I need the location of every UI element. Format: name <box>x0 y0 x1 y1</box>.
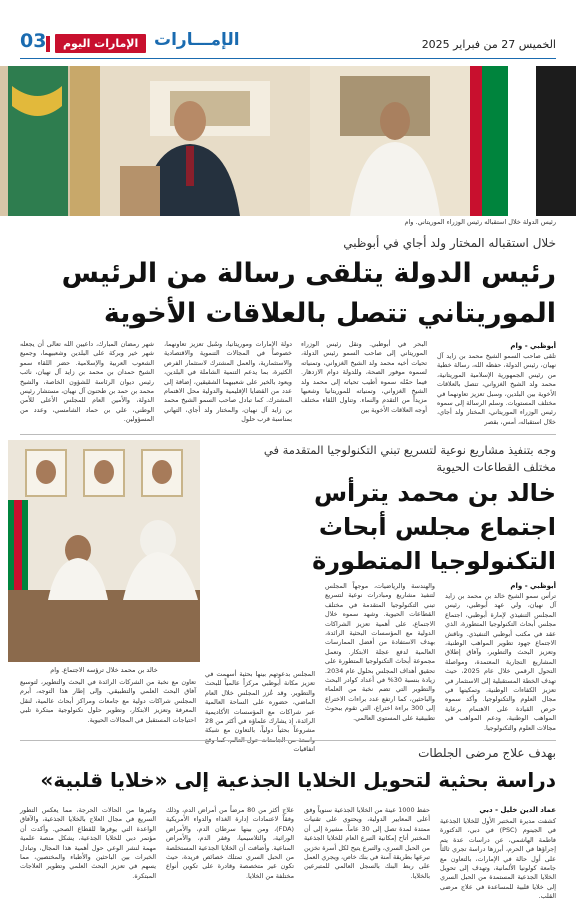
article3-kicker: بهدف علاج مرضى الجلطات <box>418 746 556 760</box>
article2-column-2: والهندسة والرياضيات، موجهاً المجلس لتنفيذ مشاريع ومبادرات نوعية لتسريع تبني التكنولوجيا المتقدمة في مختلف القطاعات الحيوية. وشهد سموه خلال الاجتماع، على أهمية تعزيز الشراكات الدولية مع المؤسسات البحثية الرائدة، بهدف الاستفادة من أفضل الممارسات العالمية لدفع عجلة الابتكار. وتعمل مجموعة أبحاث التكنولوجيا المتطورة على تحقيق أهداف المجلس بحلول عام 2034. زيادة بنسبة 30% في أعداد كوادر البحث والتطوير التي تضم نخبة من العلماء والباحثين، كما ارتفع عدد براءات الاختراع إلى 300 براءة اختراع، التي تقوم ببحوث تطبيقية على المستوى العالمي. <box>325 582 435 722</box>
article3-column-4: وغيرها من الحالات الحرجة، مما يعكس التطور السريع في مجال العلاج بالخلايا الجذعية، والآفاق الواعدة التي يوفرها للقطاع الصحي. وأكدت أن مؤتمر دبي للخلايا الجذعية، يشكل منصة علمية مهمة لنشر الوعي حول أهمية هذا المجال، وتبادل الخبرات بين الباحثين والأطباء والمختصين، مما يسهم في تعزيز البحث العلمي وتطوير العلاجات المبتكرة. <box>20 806 156 880</box>
article1-photo <box>0 66 576 216</box>
article1-headline: رئيس الدولة يتلقى رسالة من الرئيس الموريتاني تتصل بالعلاقات الأخوية <box>61 258 556 329</box>
article3-column-2: حفظ 1000 عينة من الخلايا الجذعية سنوياً وفق أعلى المعايير الدولية، ويحتوي على تقنيات ممتدة لمدة تصل إلى 30 عاماً. مشيرة إلى أن المختبر أتاح إمكانية التبرع العام للخلايا الجذعية من الحبل السري، والتبرع يتيح لكل أسرة تخزين تبرعها بطريقة آمنة في بنك خاص، ويجري العمل على ربط البنك بالسجل العالمي للمتبرعين بالخلايا. <box>304 806 430 880</box>
article2-kicker: وجه بتنفيذ مشاريع نوعية لتسريع تبني التكنولوجيا المتقدمة في مختلف القطاعات الحيوية <box>263 443 556 474</box>
article2-column-1: ترأس سمو الشيخ خالد بن محمد بن زايد آل نهيان، ولي عهد أبوظبي، رئيس المجلس التنفيذي لإمارة أبوظبي، اجتماع مجلس أبحاث التكنولوجيا المتطورة، الذي عقد في مكتب أبوظبي التنفيذي. وناقش الاجتماع جهود تطوير المواهب الوطنية، وتعزيز البحث والتطوير، وآفاق إطلاق المشاريع التجارية المعتمدة، ومواصلة التحول الرقمي خلال عام 2025، حيث تهدف الخطة المستقبلية إلى الاستثمار في تعزيز الكفاءات الوطنية، وتمكينها في مجال العلوم والتكنولوجيا. وأكد سموه حرص القيادة على الاهتمام برعاية المواهب الوطنية، ودعم المواهب في مجالات العلوم والتكنولوجيا. <box>445 592 557 732</box>
page-number: 03 <box>20 30 47 52</box>
article3-column-1: كشفت مديرة المختبر الأول للخلايا الجذعية في الجينوم (PSC) في دبي، الدكتورة فاطمة الهاشمي، عن دراسات عدة يتم إجراؤها في الحرم، أبرزها دراسة تجري ثالثاً على أول حالة في الإمارات، بالتعاون مع جامعة كولونيا الألمانية، وتهدف إلى تحويل الخلايا الجذعية المستمدة من الحبل السري إلى خلايا قلبية للمساعدة في علاج مرضى القلب. <box>440 817 556 901</box>
article3-headline: دراسة بحثية لتحويل الخلايا الجذعية إلى «خلايا قلبية» <box>40 768 556 792</box>
article3-author: عماد الدين خليل - دبي <box>479 806 556 814</box>
section-title: الإمـــارات <box>154 30 240 50</box>
article1-column-1: تلقى صاحب السمو الشيخ محمد بن زايد آل نهيان، رئيس الدولة، حفظه الله، رسالة خطية من رئيس الجمهورية الإسلامية الموريتانية، محمد ولد الشيخ الغزواني، تتصل بالعلاقات الأخوية بين البلدين، وسبل تعزيز تعاونهما في مختلف المستويات. وسلم الرسالة إلى سموه رئيس الوزراء الموريتاني، المختار ولد أجاي، خلال استقباله، أمس، بقصر <box>437 352 556 426</box>
article1-column-4: شهر رمضان المبارك، داعيين الله تعالى أن يجعله شهر خير وبركة على البلدين وشعبيهما، وجميع الشعوب العربية والإسلامية. حضر اللقاء سمو الشيخ حمدان بن محمد بن زايد آل نهيان، نائب رئيس ديوان الرئاسة للشؤون الخاصة، والشيخ محمد بن حمد بن طحنون آل نهيان، مستشار رئيس الدولة، والأمين العام للمجلس الأعلى للأمن الوطني، علي بن حماد الشامسي، وعدد من المسؤولين. <box>20 340 154 424</box>
page-header <box>0 0 576 62</box>
article3-column-3: علاج أكثر من 80 مرضاً من أمراض الدم، وذلك وفقاً لاعتمادات إدارة الغذاء والدواء الأمريكية (FDA)، ومن بينها سرطان الدم، والأمراض الوراثية، والثلاسيميا، وفقر الدم، والأمراض المناعية. وأضافت أن الخلايا الجذعية المستخلصة من الحبل السري تمتلك خصائص فريدة، حيث تكون غير متخصصة وقادرة على تكوين أنواع مختلفة من الخلايا. <box>166 806 295 880</box>
article1-column-3: دولة الإمارات وموريتانيا، وسُبل تعزيز تعاونهما، خصوصاً في المجالات التنموية والاقتصادية والاستثمارية، والعمل المشترك لاستثمار الفرص الكثيرة، بما يدعم التنمية الشاملة في البلدين، ويعود بالخير على شعبيهما الشقيقين، إضافة إلى عدد من القضايا الإقليمية والدولية محل الاهتمام المشترك. كما تبادل صاحب السمو الشيخ محمد بن زايد آل نهيان، والمختار ولد أجاي، التهاني بمناسبة قرب حلول <box>164 340 292 424</box>
header-accent-bar <box>46 36 50 52</box>
header-rule <box>20 58 556 59</box>
article2-photo <box>8 440 200 662</box>
article2-column-4: تعاون مع نخبة من الشركات الرائدة في البحث والتطوير، لتوسيع آفاق البحث العلمي والتطبيقي. وإلى إطار هذا التوجه، أبرم المجلس شراكات دولية مع جامعات ومراكز أبحاث عالمية، لنقل المعرفة وتعزيز الابتكار، وتطوير حلول تكنولوجية مبتكرة تلبي احتياجات المستقبل في المجالات الحيوية. <box>20 678 196 724</box>
article-separator <box>20 740 556 741</box>
article2-headline: خالد بن محمد يترأس اجتماع مجلس أبحاث التكنولوجيا المتطورة <box>312 479 556 575</box>
article1-photo-caption: رئيس الدولة خلال استقباله رئيس الوزراء الموريتاني. وام <box>404 218 556 226</box>
issue-date: الخميس 27 من فبراير 2025 <box>421 38 556 51</box>
article-separator <box>20 434 556 435</box>
article2-byline: أبوظبي - وام <box>510 582 556 590</box>
article1-byline: أبوظبي - وام <box>510 342 556 350</box>
article1-kicker: خلال استقباله المختار ولد أجاي في أبوظبي <box>343 236 556 250</box>
edition-label: الإمارات اليوم <box>55 34 146 53</box>
article1-column-2: البحر في أبوظبي. ونقل رئيس الوزراء الموريتاني إلى صاحب السمو رئيس الدولة، تحيات أخيه محمد ولد الشيخ الغزواني، وتمنياته لسموه موفور الصحة، وللدولة دوام الازدهار. فيما حمّله سموه أطيب تحياته إلى محمد ولد الشيخ الغزواني، وتمنياته للموريتانيا وشعبها مزيداً من التقدم والنماء. وتناول اللقاء مختلف أوجه العلاقات الأخوية بين <box>301 340 427 414</box>
article2-photo-caption: خالد بن محمد خلال ترؤسه الاجتماع. وام <box>50 666 158 674</box>
article2-column-3: المجلس بدعوتهم بينها بحثية أسهمت في تعزيز مكانة أبوظبي مركزاً عالمياً للبحث والتطوير. وقد عُزز المجلس خلال العام الماضي، حضوره على الساحة العالمية عبر شراكات مع المؤسسات الأكاديمية الرائدة، إذ يشارك علماؤه في أكثر من 28 مشروعاً بحثياً دولياً، بالتعاون مع شبكة اتفاقيات <box>205 670 315 754</box>
